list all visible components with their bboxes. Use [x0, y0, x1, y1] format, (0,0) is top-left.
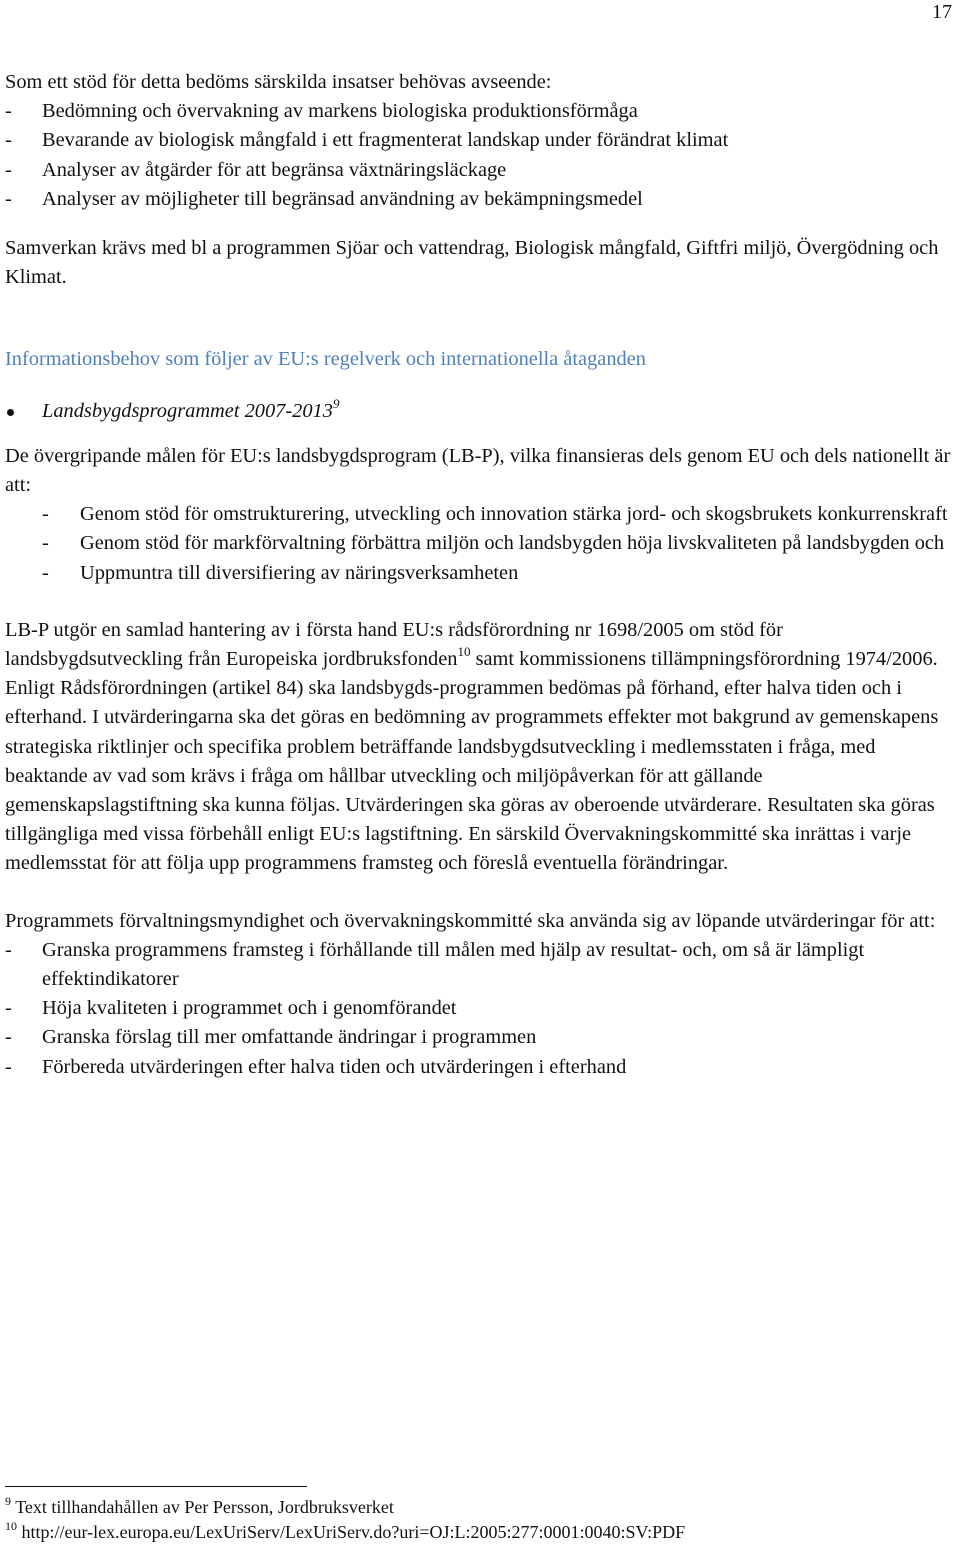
footnote-number: 9 [5, 1494, 11, 1508]
goals-lead: De övergripande målen för EU:s landsbygdsprogram (LB-P), vilka finansieras dels genom EU och dels nationellt är att: [5, 444, 951, 497]
page-number: 17 [932, 1, 952, 23]
intro-lead: Som ett stöd för detta bedöms särskilda insatser behövas avseende: [5, 71, 552, 93]
lbp-paragraph [5, 616, 957, 879]
footnote-divider [5, 1486, 307, 1487]
authority-lead: Programmets förvaltningsmyndighet och övervakningskommitté ska använda sig av löpande utvärderingar för att: [5, 909, 936, 932]
list-item: - Genom stöd för omstrukturering, utveckling och innovation stärka jord- och skogsbrukets konkurrenskraft [5, 500, 957, 529]
list-item: - Analyser av möjligheter till begränsad användning av bekämpningsmedel [5, 185, 957, 214]
lbp-text-part1: LB-P utgör en samlad hantering av i första hand EU:s rådsförordning nr 1698/2005 om stöd för landsbygdsutveckling från Europeiska jordbruksfonden [5, 618, 783, 671]
page-content [5, 68, 957, 1082]
lbp-text-part2: samt kommissionens tillämpningsförordning 1974/2006. Enligt Rådsförordningen (artikel 84) ska landsbygds-programmen bedömas på förhand, efter halva tiden och i efterhand. I utvärderingarna ska det göras en bedömning av programmets effekter mot bakgrund av gemenskapens strategiska riktlinjer och specifika problem beträffande landsbygdsutveckling i medlemsstaten i fråga, med beaktande av vad som krävs i fråga om hållbar utveckling och miljöpåverkan för att gällande gemenskapslagstiftning ska kunna följas. Utvärderingen ska göras av oberoende utvärderare. Resultaten ska göras tillgängliga med vissa förbehåll enligt EU:s lagstiftning. En särskild Övervakningskommitté ska inrättas i varje medlemsstat för att följa upp programmens framsteg och föreslå eventuella förändringar. [5, 648, 939, 875]
list-item: - Granska förslag till mer omfattande ändringar i programmen [5, 1023, 957, 1052]
list-item: - Höja kvaliteten i programmet och i genomförandet [5, 994, 957, 1023]
authority-list [5, 936, 957, 1082]
list-item: - Granska programmens framsteg i förhållande till målen med hjälp av resultat- och, om så är lämpligt effektindikatorer [5, 936, 957, 994]
footnote-number: 10 [5, 1519, 17, 1533]
footnote-10 [5, 1520, 685, 1545]
footnote-link: http://eur-lex.europa.eu/LexUriServ/LexUriServ.do?uri=OJ:L:2005:277:0001:0040:SV:PDF [21, 1522, 686, 1542]
bullet-dot-icon [7, 409, 14, 416]
intro-list [5, 97, 957, 214]
cooperation-paragraph: Samverkan krävs med bl a programmen Sjöar och vattendrag, Biologisk mångfald, Giftfri miljö, Övergödning och Klimat. [5, 237, 939, 289]
section-heading: Informationsbehov som följer av EU:s regelverk och internationella åtaganden [5, 348, 646, 371]
bullet-title: Landsbygdsprogrammet 2007-2013 [42, 399, 333, 422]
list-item: - Uppmuntra till diversifiering av näringsverksamheten [5, 559, 957, 588]
footnote-9 [5, 1495, 685, 1520]
bullet-item-landsbygdsprogrammet [5, 397, 957, 426]
list-item: - Förbereda utvärderingen efter halva tiden och utvärderingen i efterhand [5, 1053, 957, 1082]
footnote-ref: 9 [332, 395, 340, 411]
list-item: - Genom stöd för markförvaltning förbättra miljön och landsbygden höja livskvaliteten på landsbygden och [5, 529, 957, 558]
footnote-text: Text tillhandahållen av Per Persson, Jordbruksverket [15, 1497, 394, 1517]
footnotes [5, 1495, 685, 1545]
list-item: - Bedömning och övervakning av markens biologiska produktionsförmåga [5, 97, 957, 126]
list-item: - Bevarande av biologisk mångfald i ett fragmenterat landskap under förändrat klimat [5, 126, 957, 155]
goals-list [5, 500, 957, 588]
list-item: - Analyser av åtgärder för att begränsa växtnäringsläckage [5, 156, 957, 185]
footnote-ref: 10 [457, 644, 471, 660]
